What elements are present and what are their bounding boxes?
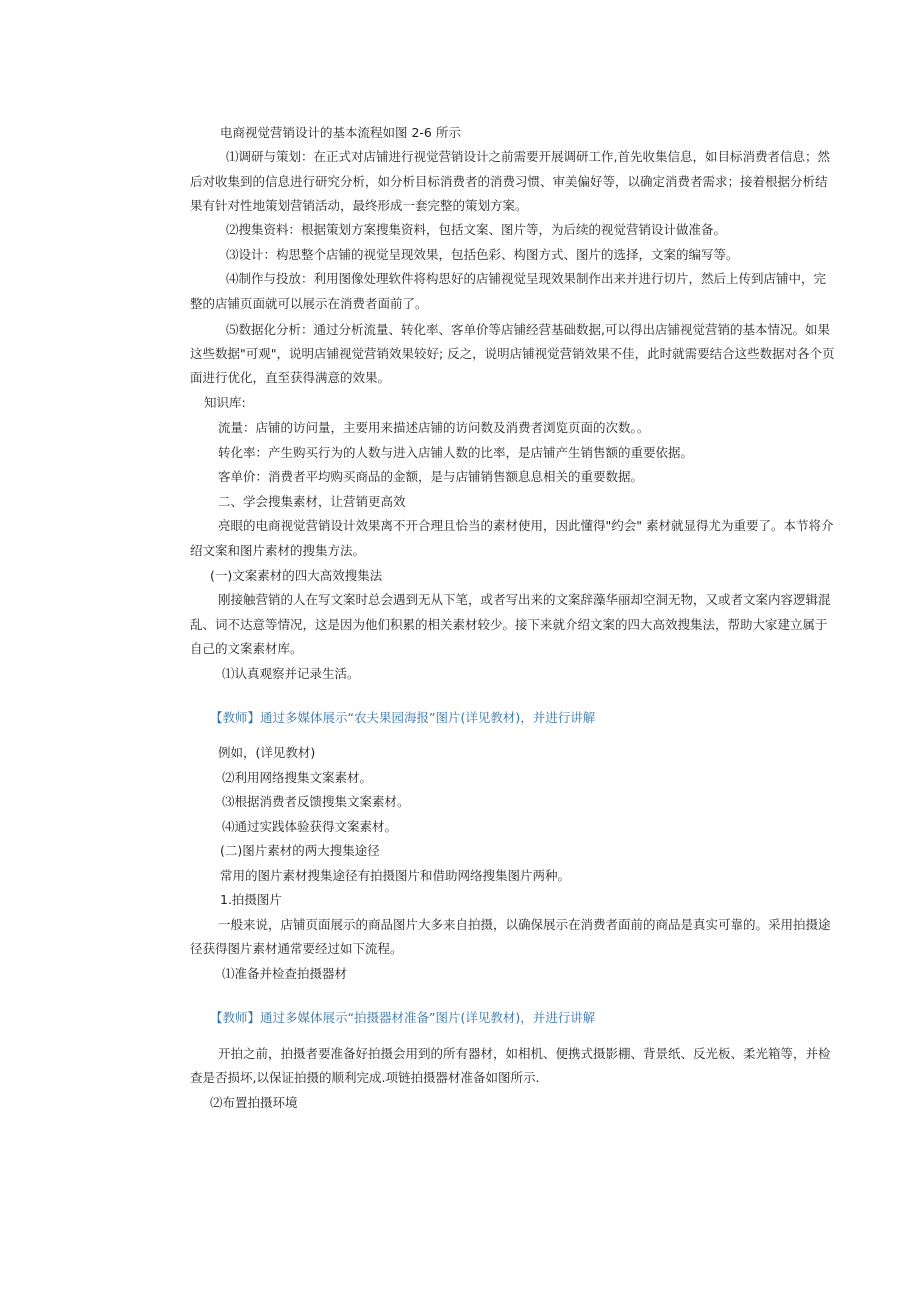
teacher-note-2: 【教师】通过多媒体展示“拍摄器材准备”图片(详见教材)，并进行讲解 <box>210 1010 596 1025</box>
teacher-note-1: 【教师】通过多媒体展示“农夫果园海报”图片(详见教材)，并进行讲解 <box>210 710 596 725</box>
step-2: ⑵搜集资料：根据策划方案搜集资料，包括文案、图片等，为后续的视觉营销设计做准备。 <box>226 222 727 237</box>
step-3: ⑶设计：构思整个店铺的视觉呈现效果，包括色彩、构图方式、图片的选择，文案的编写等。 <box>226 247 739 262</box>
definition-conversion: 转化率：产生购买行为的人数与进入店铺人数的比率，是店铺产生销售额的重要依据。 <box>218 445 694 460</box>
definition-avg-price: 客单价：消费者平均购买商品的金额，是与店铺销售额息息相关的重要数据。 <box>218 469 644 484</box>
example-line: 例如，(详见教材) <box>218 745 316 760</box>
section-2-intro-line-1: 亮眼的电商视觉营销设计效果离不开合理且恰当的素材使用，因此懂得"约会" 素材就显得尤为重要了。本节将介 <box>218 518 834 533</box>
copy-intro-line-2: 乱、词不达意等情况，这是因为他们积累的相关素材较少。接下来就介绍文案的四大高效搜集法，帮助大家建立属于 <box>190 617 828 632</box>
photo-intro-line-1: 一般来说，店铺页面展示的商品图片大多来自拍摄，以确保展示在消费者面前的商品是真实可靠的。采用拍摄途 <box>218 917 831 932</box>
step-5-line-2: 这些数据"可观"，说明店铺视觉营销效果较好; 反之，说明店铺视觉营销效果不佳，此时就需要结合这些数据对各个页 <box>190 346 835 361</box>
step-5-line-1: ⑸数据化分析：通过分析流量、转化率、客单价等店铺经营基础数据,可以得出店铺视觉营销的基本情况。如果 <box>226 322 830 337</box>
copy-method-2: ⑵利用网络搜集文案素材。 <box>222 770 373 785</box>
copy-method-4: ⑷通过实践体验获得文案素材。 <box>222 819 398 834</box>
copy-method-1: ⑴认真观察并记录生活。 <box>222 666 360 681</box>
photo-step-2: ⑵布置拍摄环境 <box>210 1095 298 1110</box>
step-4-line-1: ⑷制作与投放：利用图像处理软件将构思好的店铺视觉呈现效果制作出来并进行切片，然后上传到店铺中，完 <box>226 271 827 286</box>
definition-traffic: 流量：店铺的访问量，主要用来描述店铺的访问数及消费者浏览页面的次数。。 <box>218 420 650 435</box>
equipment-line-1: 开拍之前，拍摄者要准备好拍摄会用到的所有器材，如相机、便携式摄影棚、背景纸、反光板、柔光箱等，并检 <box>218 1046 831 1061</box>
step-1-line-3: 果有针对性地策划营销活动，最终形成一套完整的策划方案。 <box>190 198 528 213</box>
knowledge-heading: 知识库: <box>204 395 246 410</box>
subsection-2-heading: (二)图片素材的两大搜集途径 <box>220 843 380 858</box>
image-sources-line: 常用的图片素材搜集途径有拍摄图片和借助网络搜集图片两种。 <box>220 868 571 883</box>
step-1-line-1: ⑴调研与策划：在正式对店铺进行视觉营销设计之前需要开展调研工作,首先收集信息，如目标消费者信息；然 <box>226 149 830 164</box>
photo-intro-line-2: 径获得图片素材通常要经过如下流程。 <box>190 941 403 956</box>
step-5-line-3: 面进行优化，直至获得满意的效果。 <box>190 370 391 385</box>
copy-intro-line-1: 刚接触营销的人在写文案时总会遇到无从下笔，或者写出来的文案辞藻华丽却空洞无物，又或者文案内容逻辑混 <box>218 592 831 607</box>
photo-step-1: ⑴准备并检查拍摄器材 <box>222 966 348 981</box>
photo-heading: 1.拍摄图片 <box>220 892 282 907</box>
copy-intro-line-3: 自己的文案素材库。 <box>190 641 303 656</box>
subsection-1-heading: (一)文案素材的四大高效搜集法 <box>210 568 383 583</box>
section-2-intro-line-2: 绍文案和图片素材的搜集方法。 <box>190 543 366 558</box>
step-4-line-2: 整的店铺页面就可以展示在消费者面前了。 <box>190 296 428 311</box>
copy-method-3: ⑶根据消费者反馈搜集文案素材。 <box>222 794 410 809</box>
equipment-line-2: 查是否损坏,以保证拍摄的顺利完成.项链拍摄器材准备如图所示. <box>190 1070 540 1085</box>
step-1-line-2: 后对收集到的信息进行研究分析，如分析目标消费者的消费习惯、审美偏好等，以确定消费者需求；接着根据分析结 <box>190 174 828 189</box>
flow-intro: 电商视觉营销设计的基本流程如图 2-6 所示 <box>220 125 461 140</box>
section-2-heading: 二、学会搜集素材，让营销更高效 <box>218 494 406 509</box>
